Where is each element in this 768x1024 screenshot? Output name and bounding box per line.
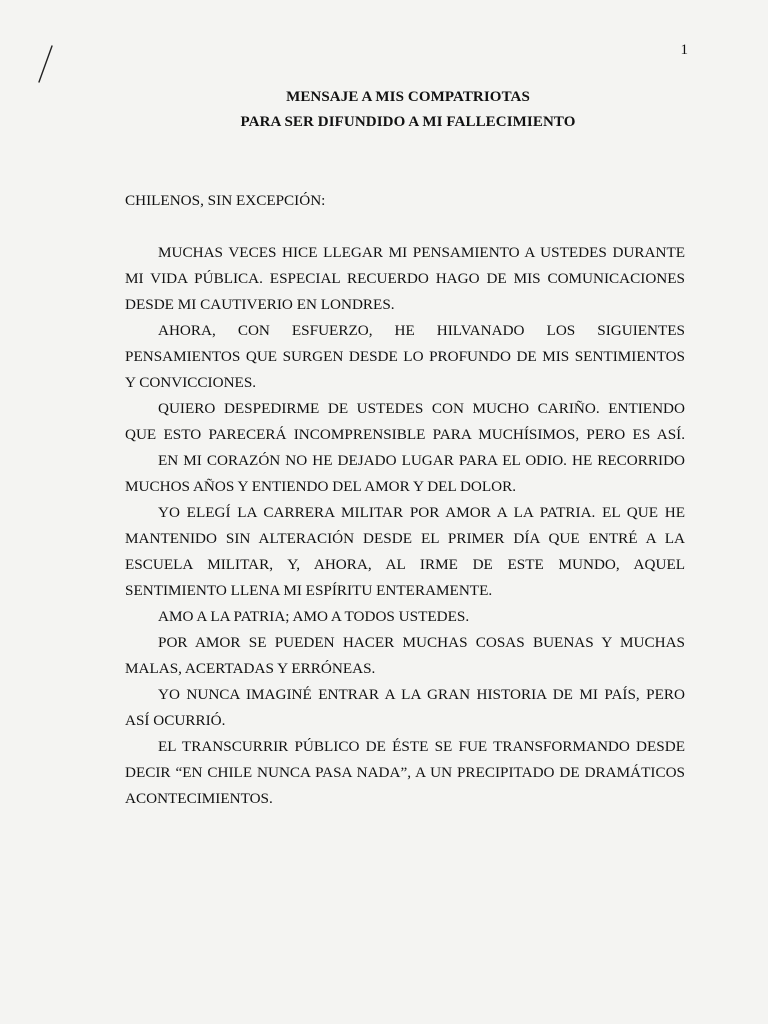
text-line: SENTIMIENTO LLENA MI ESPÍRITU ENTERAMENTE. (125, 582, 493, 599)
title-line-1: MENSAJE A MIS COMPATRIOTAS (286, 89, 530, 105)
text-line: MALAS, ACERTADAS Y ERRÓNEAS. (125, 660, 376, 677)
text-line: MUCHAS VECES HICE LLEGAR MI PENSAMIENTO A USTEDES DURANTE (158, 244, 685, 261)
text-line: EL TRANSCURRIR PÚBLICO DE ÉSTE SE FUE TRANSFORMANDO DESDE (158, 738, 685, 755)
salutation: CHILENOS, SIN EXCEPCIÓN: (125, 192, 326, 209)
text-line: QUE ESTO PARECERÁ INCOMPRENSIBLE PARA MUCHÍSIMOS, PERO ES ASÍ. (125, 426, 685, 443)
text-line: Y CONVICCIONES. (125, 374, 257, 391)
text-line: DECIR “EN CHILE NUNCA PASA NADA”, A UN PRECIPITADO DE DRAMÁTICOS (125, 764, 685, 781)
text-line: ASÍ OCURRIÓ. (125, 712, 226, 729)
text-line: PENSAMIENTOS QUE SURGEN DESDE LO PROFUNDO DE MIS SENTIMIENTOS (125, 348, 685, 365)
text-line: AHORA, CON ESFUERZO, HE HILVANADO LOS SIGUIENTES (158, 322, 685, 339)
text-line: POR AMOR SE PUEDEN HACER MUCHAS COSAS BUENAS Y MUCHAS (158, 634, 685, 651)
text-line: ESCUELA MILITAR, Y, AHORA, AL IRME DE ESTE MUNDO, AQUEL (125, 556, 685, 573)
text-line: ACONTECIMIENTOS. (125, 790, 273, 807)
text-line: YO ELEGÍ LA CARRERA MILITAR POR AMOR A LA PATRIA. EL QUE HE (158, 504, 685, 521)
text-line: DESDE MI CAUTIVERIO EN LONDRES. (125, 296, 395, 313)
text-line: EN MI CORAZÓN NO HE DEJADO LUGAR PARA EL ODIO. HE RECORRIDO (158, 452, 685, 469)
text-line: MANTENIDO SIN ALTERACIÓN DESDE EL PRIMER DÍA QUE ENTRÉ A LA (125, 530, 685, 547)
letter-body (125, 188, 685, 812)
text-line: AMO A LA PATRIA; AMO A TODOS USTEDES. (158, 608, 470, 625)
text-line: QUIERO DESPEDIRME DE USTEDES CON MUCHO CARIÑO. ENTIENDO (158, 400, 685, 417)
title-line-2: PARA SER DIFUNDIDO A MI FALLECIMIENTO (240, 114, 576, 130)
page-number: 1 (680, 42, 688, 58)
text-line: MI VIDA PÚBLICA. ESPECIAL RECUERDO HAGO DE MIS COMUNICACIONES (125, 270, 685, 287)
text-line: MUCHOS AÑOS Y ENTIENDO DEL AMOR Y DEL DOLOR. (125, 478, 517, 495)
text-line: YO NUNCA IMAGINÉ ENTRAR A LA GRAN HISTORIA DE MI PAÍS, PERO (158, 686, 685, 703)
